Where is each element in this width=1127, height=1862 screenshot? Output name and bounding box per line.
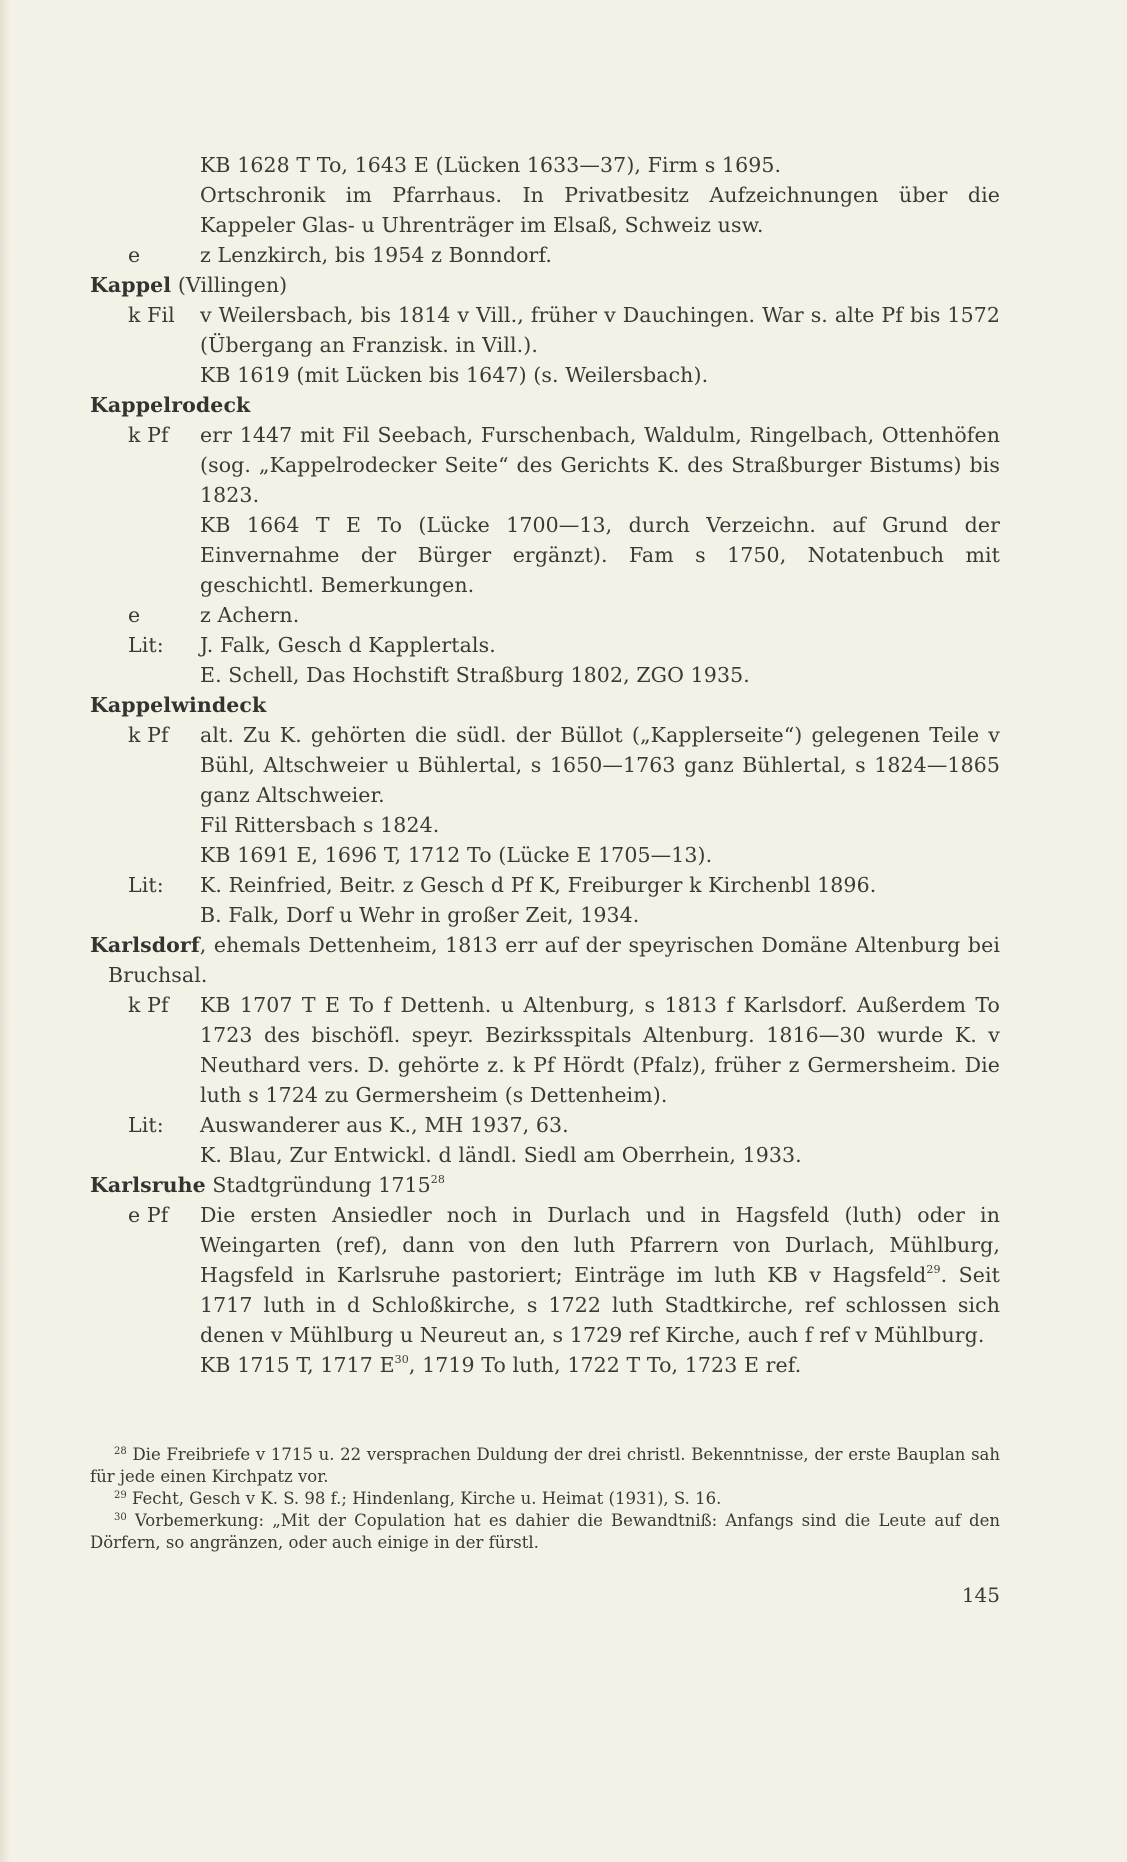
entry-row [90, 240, 1000, 270]
row-text: K. Reinfried, Beitr. z Gesch d Pf K, Freiburger k Kirchenbl 1896. [200, 873, 877, 897]
row-text: v Weilersbach, bis 1814 v Vill., früher v Dauchingen. War s. alte Pf bis 1572 (Übergang an Franzisk. in Vill.). [200, 303, 1000, 357]
row-text: J. Falk, Gesch d Kapplertals. [200, 633, 496, 657]
footnotes [90, 1444, 1000, 1554]
row-label: k Pf [128, 723, 169, 747]
entry-row [90, 420, 1000, 510]
row-label [90, 660, 200, 690]
page-number: 145 [961, 1583, 1000, 1607]
row-label [90, 810, 200, 840]
row-label: Lit: [128, 633, 164, 657]
row-label: e [128, 603, 141, 627]
footnote: $^{30}$ Vorbemerkung: „Mit der Copulation hat es dahier die Bewandtniß: Anfangs sind die Leute auf den Dörfern, so angränzen, oder auch einige in der fürstl. [90, 1511, 1000, 1552]
entry-row [90, 1200, 1000, 1350]
row-text: E. Schell, Das Hochstift Straßburg 1802, ZGO 1935. [200, 663, 750, 687]
row-label [90, 1350, 200, 1380]
entry-row [90, 630, 1000, 660]
entry-row [90, 510, 1000, 600]
row-text: err 1447 mit Fil Seebach, Furschenbach, Waldulm, Ringelbach, Ottenhöfen (sog. „Kappelrodecker Seite“ des Gerichts K. des Straßburger Bistums) bis 1823. [200, 423, 1000, 507]
entry-row [90, 1110, 1000, 1140]
entry-row [90, 990, 1000, 1110]
footnote-ref: 30 [394, 1353, 409, 1366]
entry-heading: Karlsruhe Stadtgründung 1715$^{28}$ [90, 1173, 445, 1197]
entry-row [90, 1140, 1000, 1170]
row-text: B. Falk, Dorf u Wehr in großer Zeit, 1934. [200, 903, 640, 927]
row-text: Auswanderer aus K., MH 1937, 63. [200, 1113, 569, 1137]
row-text: KB 1664 T E To (Lücke 1700—13, durch Verzeichn. auf Grund der Einvernahme der Bürger ergänzt). Fam s 1750, Notatenbuch mit geschichtl. Bemerkungen. [200, 513, 1000, 597]
row-text: z Lenzkirch, bis 1954 z Bonndorf. [200, 243, 553, 267]
row-label [90, 900, 200, 930]
row-text: KB 1691 E, 1696 T, 1712 To (Lücke E 1705—13). [200, 843, 713, 867]
entry-row [90, 600, 1000, 630]
row-text: KB 1715 T, 1717 $E^{30}$, 1719 To luth, 1722 T To, 1723 E ref. [200, 1353, 802, 1377]
entry-row [90, 870, 1000, 900]
entry-heading: Kappelwindeck [90, 693, 267, 717]
row-text: Fil Rittersbach s 1824. [200, 813, 440, 837]
row-label [90, 1140, 200, 1170]
row-label [90, 510, 200, 540]
row-text: KB 1619 (mit Lücken bis 1647) (s. Weilersbach). [200, 363, 709, 387]
entry-row [90, 660, 1000, 690]
row-text: Ortschronik im Pfarrhaus. In Privatbesitz Aufzeichnungen über die Kappeler Glas- u Uhrenträger im Elsaß, Schweiz usw. [200, 183, 1000, 237]
row-text: z Achern. [200, 603, 300, 627]
entry-row [90, 180, 1000, 240]
entry-heading: Kappel (Villingen) [90, 273, 288, 297]
entry-heading: Kappelrodeck [90, 393, 251, 417]
entry-row [90, 840, 1000, 870]
entry-row [90, 1350, 1000, 1380]
row-text: K. Blau, Zur Entwickl. d ländl. Siedl am Oberrhein, 1933. [200, 1143, 802, 1167]
row-label: k Pf [128, 423, 169, 447]
row-label: e [128, 243, 141, 267]
entry-row [90, 300, 1000, 360]
row-text: alt. Zu K. gehörten die südl. der Büllot („Kapplerseite“) gelegenen Teile v Bühl, Altschweier u Bühlertal, s 1650—1763 ganz Bühlertal, s 1824—1865 ganz Altschweier. [200, 723, 1000, 807]
row-label [90, 360, 200, 390]
entry-heading: Karlsdorf, ehemals Dettenheim, 1813 err auf der speyrischen Domäne Altenburg bei Bruchsal. [90, 933, 1000, 987]
row-label: Lit: [128, 873, 164, 897]
entry-row [90, 810, 1000, 840]
row-label [90, 150, 200, 180]
footnote-ref: 28 [430, 1173, 445, 1186]
row-text: KB 1628 T To, 1643 E (Lücken 1633—37), Firm s 1695. [200, 153, 782, 177]
footnote-ref: 29 [926, 1263, 941, 1276]
row-label: Lit: [128, 1113, 164, 1137]
entry-row [90, 150, 1000, 180]
entry-row [90, 720, 1000, 810]
row-label: k Pf [128, 993, 169, 1017]
entry-row [90, 900, 1000, 930]
row-label: e Pf [128, 1203, 169, 1227]
row-text: KB 1707 T E To f Dettenh. u Altenburg, s 1813 f Karlsdorf. Außerdem To 1723 des bischöfl. speyr. Bezirksspitals Altenburg. 1816—30 wurde K. v Neuthard vers. D. gehörte z. k Pf Hördt (Pfalz), früher z Germersheim. Die luth s 1724 zu Germersheim (s Dettenheim). [200, 993, 1000, 1107]
row-label [90, 840, 200, 870]
footnote: $^{28}$ Die Freibriefe v 1715 u. 22 versprachen Duldung der drei christl. Bekenntnisse, der erste Bauplan sah für jede einen Kirchpatz vor. [90, 1445, 1000, 1486]
row-label: k Fil [128, 303, 175, 327]
row-text: Die ersten Ansiedler noch in Durlach und in Hagsfeld (luth) oder in Weingarten (ref), dann von den luth Pfarrern von Durlach, Mühlburg, Hagsfeld in Karlsruhe pastoriert; Einträge im luth KB v Hagsfeld$^{29}$. Seit 1717 luth in d Schloßkirche, s 1722 luth Stadtkirche, ref schlossen sich denen v Mühlburg u Neureut an, s 1729 ref Kirche, auch f ref v Mühlburg. [200, 1203, 1000, 1347]
row-label [90, 180, 200, 210]
footnote: $^{29}$ Fecht, Gesch v K. S. 98 f.; Hindenlang, Kirche u. Heimat (1931), S. 16. [114, 1489, 722, 1508]
entry-row [90, 360, 1000, 390]
main-text [90, 150, 1000, 1380]
